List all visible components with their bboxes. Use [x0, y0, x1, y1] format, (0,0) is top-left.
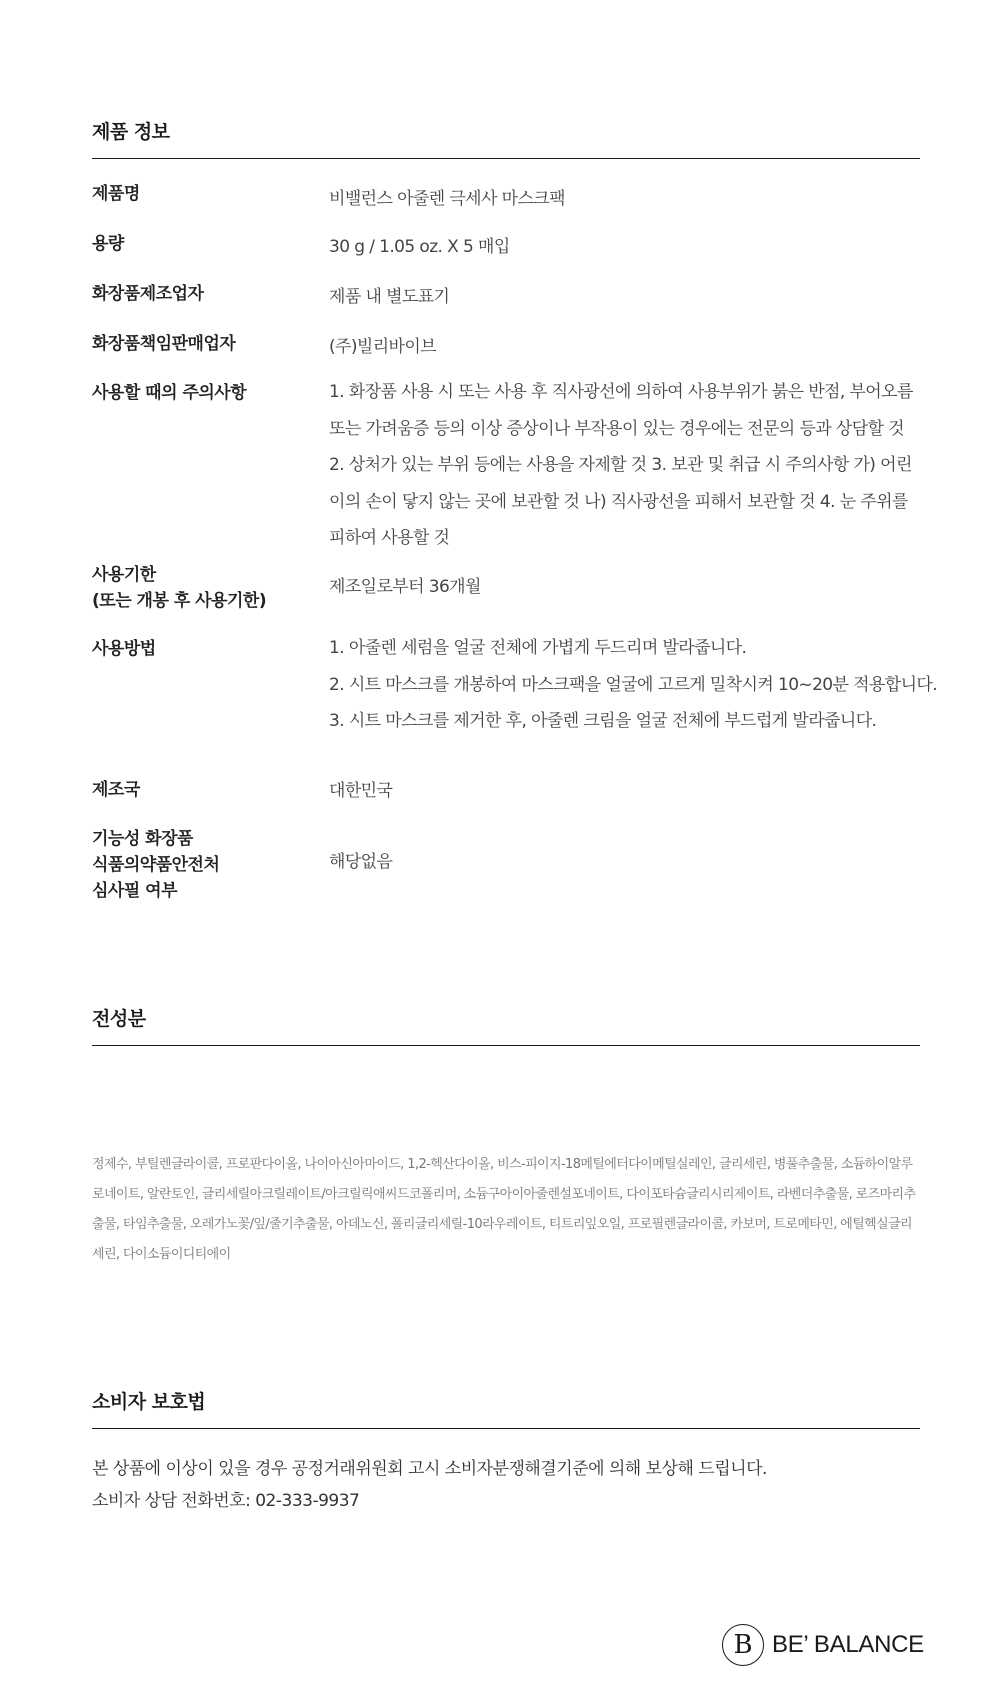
info-label: [92, 281, 322, 307]
label-line: 사용기한: [92, 565, 156, 585]
label-line: (또는 개봉 후 사용기한): [92, 591, 267, 611]
ingredients-title: 전성분: [92, 1004, 920, 1046]
value-line: 1. 아줄렌 세럼을 얼굴 전체에 가볍게 두드리며 발라줍니다.: [329, 638, 747, 658]
label-line: 심사필 여부: [92, 881, 178, 901]
label-line: 제품명: [92, 184, 140, 204]
consumer-text: [92, 1453, 928, 1517]
value-line: 대한민국: [329, 781, 393, 801]
value-line: 1. 화장품 사용 시 또는 사용 후 직사광선에 의하여 사용부위가 붉은 반점, 부어오름: [329, 382, 913, 402]
info-label: [92, 380, 322, 406]
info-value: [329, 334, 929, 360]
info-value: [329, 778, 929, 804]
info-label: [92, 636, 322, 662]
info-label: [92, 777, 322, 803]
info-label: [92, 331, 322, 357]
label-line: 화장품제조업자: [92, 284, 204, 304]
label-line: 사용할 때의 주의사항: [92, 383, 247, 403]
ingredients-line: 출물, 타임추출물, 오레가노꽃/잎/줄기추출물, 아데노신, 폴리글리세릴-10라우레이트, 티트리잎오일, 프로필렌글라이콜, 카보머, 트로메타민, 에틸헥실글리: [92, 1217, 913, 1232]
label-line: 용량: [92, 234, 124, 254]
brand-logo: [722, 1622, 924, 1668]
label-line: 기능성 화장품: [92, 829, 193, 849]
brand-name: BE’ BALANCE: [772, 1631, 924, 1658]
info-label: [92, 562, 322, 614]
consumer-title: 소비자 보호법: [92, 1387, 920, 1429]
value-line: 2. 시트 마스크를 개봉하여 마스크팩을 얼굴에 고르게 밀착시켜 10~20분 적용합니다.: [329, 674, 938, 695]
info-value: [329, 284, 929, 310]
value-line: 2. 상처가 있는 부위 등에는 사용을 자제할 것 3. 보관 및 취급 시 주의사항 가) 어린: [329, 455, 912, 475]
value-line: 제조일로부터 36개월: [329, 577, 481, 597]
value-line: 제품 내 별도표기: [329, 287, 450, 307]
info-value: [329, 849, 929, 875]
value-line: 3. 시트 마스크를 제거한 후, 아줄렌 크림을 얼굴 전체에 부드럽게 발라줍니다.: [329, 711, 877, 731]
label-line: 사용방법: [92, 639, 156, 659]
value-line: 또는 가려움증 등의 이상 증상이나 부작용이 있는 경우에는 전문의 등과 상담할 것: [329, 418, 904, 439]
info-label: [92, 826, 322, 904]
brand-mark: B: [722, 1624, 764, 1666]
info-label: [92, 231, 322, 257]
value-line: 비밸런스 아줄렌 극세사 마스크팩: [329, 189, 565, 209]
info-label: [92, 181, 322, 207]
label-line: 식품의약품안전처: [92, 855, 220, 875]
consumer-line: 본 상품에 이상이 있을 경우 공정거래위원회 고시 소비자분쟁해결기준에 의해 보상해 드립니다.: [92, 1459, 767, 1479]
ingredients-line: 정제수, 부틸렌글라이콜, 프로판다이올, 나이아신아마이드, 1,2-헥산다이올, 비스-피이지-18메틸에터다이메틸실레인, 글리세린, 병풀추출물, 소듐하이알루: [92, 1157, 913, 1172]
info-value: [329, 234, 929, 260]
info-value: [329, 186, 929, 212]
info-value: [329, 374, 929, 557]
value-line: 이의 손이 닿지 않는 곳에 보관할 것 나) 직사광선을 피해서 보관할 것 4. 눈 주위를: [329, 491, 908, 512]
label-line: 제조국: [92, 780, 140, 800]
value-line: 30 g / 1.05 oz. X 5 매입: [329, 237, 510, 257]
label-line: 화장품책임판매업자: [92, 334, 236, 354]
value-line: 피하여 사용할 것: [329, 528, 450, 548]
value-line: 해당없음: [329, 852, 393, 872]
ingredients-line: 로네이트, 알란토인, 글리세릴아크릴레이트/아크릴릭애씨드코폴리머, 소듐구아이아줄렌설포네이트, 다이포타슘글리시리제이트, 라벤더추출물, 로즈마리추: [92, 1187, 916, 1202]
ingredients-line: 세린, 다이소듐이디티에이: [92, 1247, 231, 1262]
value-line: (주)빌리바이브: [329, 337, 436, 357]
product-info-title: 제품 정보: [92, 117, 920, 159]
info-value: [329, 630, 949, 740]
consumer-phone: 소비자 상담 전화번호: 02-333-9937: [92, 1491, 360, 1511]
info-value: [329, 574, 929, 600]
ingredients-list: [92, 1150, 928, 1270]
